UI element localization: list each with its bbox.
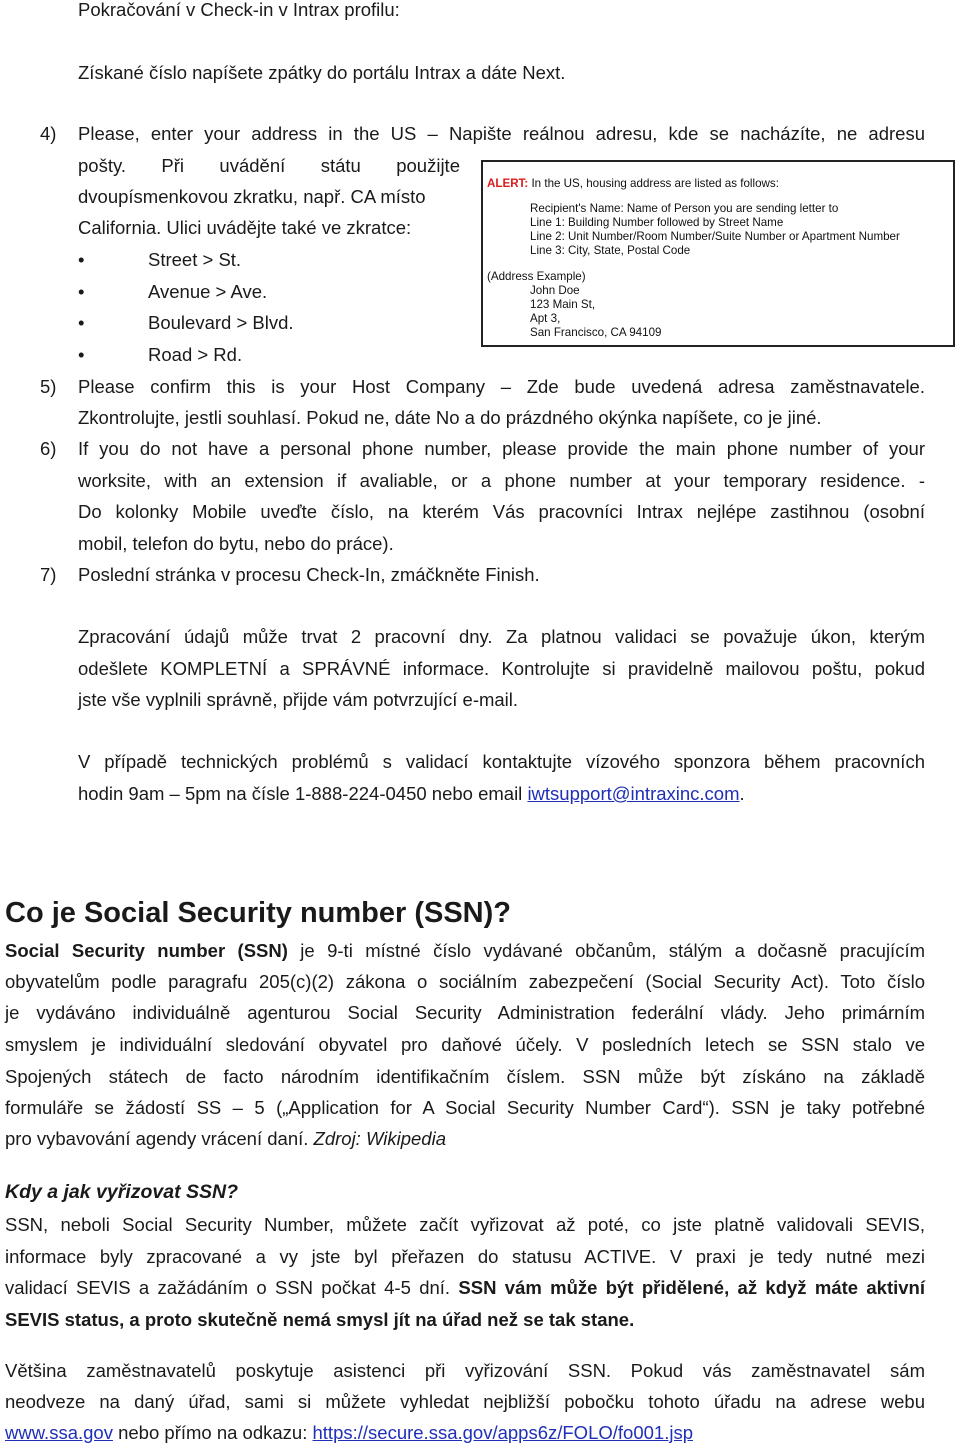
ssn-p1-line-7	[5, 1123, 446, 1154]
bullet-item-boulevard: Boulevard > Blvd.	[148, 312, 294, 333]
step-4-line-2: pošty. Při uvádění státu použijte	[78, 155, 460, 176]
ssn-heading: Co je Social Security number (SSN)?	[5, 897, 511, 929]
when-line-4: SEVIS status, a proto skutečně nemá smysl jít na úřad než se tak stane.	[5, 1309, 635, 1330]
alert-header-text: In the US, housing address are listed as follows:	[531, 177, 779, 190]
ssn-p1-line-5: Spojených státech de facto národním identifikačním číslem. SSN může být získáno na základě	[5, 1066, 925, 1087]
alert-line-1: Line 1: Building Number followed by Street Name	[530, 216, 784, 229]
ssn-p1-line-2: obyvatelům podle paragrafu 205(c)(2) zákona o sociálním zabezpečení (Social Security Act). Toto číslo	[5, 971, 925, 992]
when-heading: Kdy a jak vyřizovat SSN?	[5, 1181, 239, 1203]
employers-line-2: neodveze na daný úřad, sami si můžete vyhledat nejbližší pobočku tohoto úřadu na adrese webu	[5, 1391, 925, 1412]
bullet-item-avenue: Avenue > Ave.	[148, 281, 268, 302]
when-line-3-bold: SSN vám může být přidělené, až když máte aktivní	[458, 1277, 925, 1298]
bullet-dot: •	[78, 281, 85, 302]
bullet-item-street: Street > St.	[148, 249, 242, 270]
employers-line-1: Většina zaměstnavatelů poskytuje asistenci při vyřizování SSN. Pokud vás zaměstnavatel sám	[5, 1360, 925, 1381]
support-line-2-end: .	[739, 783, 745, 804]
alert-example-street: 123 Main St,	[530, 298, 596, 311]
step-6-line-4: mobil, telefon do bytu, nebo do práce).	[78, 533, 394, 554]
ssn-p1-line-6: formuláře se žádostí SS – 5 („Application for A Social Security Number Card“). SSN je taky potřebné	[5, 1097, 925, 1118]
step-6-line-2: worksite, with an extension if avaliable, or a phone number at your temporary residence. -	[78, 470, 925, 491]
step-5-number: 5)	[40, 376, 57, 397]
intro-line-2: Získané číslo napíšete zpátky do portálu Intrax a dáte Next.	[78, 62, 566, 83]
alert-line-2: Line 2: Unit Number/Room Number/Suite Number or Apartment Number	[530, 230, 900, 243]
step-6-line-1: If you do not have a personal phone number, please provide the main phone number of your	[78, 438, 925, 459]
processing-line-1: Zpracování údajů může trvat 2 pracovní dny. Za platnou validaci se považuje úkon, kterým	[78, 626, 925, 647]
ssn-p1-line-3: je vydáváno individuálně agenturou Social Security Administration federální vlády. Jeho primárním	[5, 1002, 925, 1023]
alert-line-recipient: Recipient's Name: Name of Person you are sending letter to	[530, 202, 839, 215]
address-alert-box	[481, 160, 955, 347]
employers-line-3	[5, 1417, 693, 1448]
when-line-1: SSN, neboli Social Security Number, můžete začít vyřizovat až poté, co jste platně validovali SEVIS,	[5, 1214, 925, 1235]
alert-label: ALERT:	[487, 177, 529, 190]
ssn-p1-line-1-rest: je 9-ti místné číslo vydávané občanům, stálým a dočasně pracujícím	[287, 940, 925, 961]
employers-middle-text: nebo přímo na odkazu:	[112, 1422, 313, 1443]
alert-example-name: John Doe	[530, 284, 580, 297]
step-4-line-4: California. Ulici uvádějte také ve zkratce:	[78, 217, 412, 238]
alert-example-apt: Apt 3,	[530, 312, 561, 325]
when-line-3-text: validací SEVIS a zažádáním o SSN počkat 4-5 dní.	[5, 1277, 459, 1298]
ssn-p1-line-7-text: pro vybavování agendy vrácení daní.	[5, 1128, 314, 1149]
support-line-2-text: hodin 9am – 5pm na čísle 1-888-224-0450 nebo email	[78, 783, 528, 804]
when-line-2: informace byly zpracované a vy jste byl přeřazen do statusu ACTIVE. V praxi je tedy nutné mezi	[5, 1246, 925, 1267]
support-email-link[interactable]: iwtsupport@intraxinc.com	[527, 783, 740, 804]
ssn-p1-line-4: smyslem je individuální sledování obyvatel pro daňové účely. V posledních letech se SSN stalo ve	[5, 1034, 925, 1055]
when-line-3	[5, 1272, 925, 1303]
bullet-dot: •	[78, 312, 85, 333]
step-5-line-2: Zkontrolujte, jestli souhlasí. Pokud ne, dáte No a do prázdného okýnka napíšete, co je jiné.	[78, 407, 822, 428]
bullet-dot: •	[78, 344, 85, 365]
processing-line-3: jste vše vyplnili správně, přijde vám potvrzující e-mail.	[78, 689, 519, 710]
ssn-term-bold: Social Security number (SSN)	[5, 940, 288, 961]
step-5-line-1: Please confirm this is your Host Company – Zde bude uvedená adresa zaměstnavatele.	[78, 376, 925, 397]
alert-example-label: (Address Example)	[487, 270, 586, 283]
ssa-gov-link[interactable]: www.ssa.gov	[5, 1422, 113, 1443]
step-4-line-1: Please, enter your address in the US – Napište reálnou adresu, kde se nacházíte, ne adresu	[78, 123, 925, 144]
step-7-line-1: Poslední stránka v procesu Check-In, zmáčkněte Finish.	[78, 564, 540, 585]
step-7-number: 7)	[40, 564, 57, 585]
alert-example-city: San Francisco, CA 94109	[530, 326, 662, 339]
ssa-office-locator-link[interactable]: https://secure.ssa.gov/apps6z/FOLO/fo001.jsp	[312, 1422, 693, 1443]
intro-line-1: Pokračování v Check-in v Intrax profilu:	[78, 0, 400, 20]
step-4-line-3: dvoupísmenkovou zkratku, např. CA místo	[78, 186, 426, 207]
support-line-2	[78, 778, 745, 809]
step-6-line-3: Do kolonky Mobile uveďte číslo, na kterém Vás pracovníci Intrax nejlépe zastihnou (osobní	[78, 501, 925, 522]
support-line-1: V případě technických problémů s validací kontaktujte vízového sponzora během pracovních	[78, 751, 925, 772]
ssn-source: Zdroj: Wikipedia	[313, 1128, 446, 1149]
bullet-dot: •	[78, 249, 85, 270]
alert-header	[487, 177, 779, 191]
bullet-item-road: Road > Rd.	[148, 344, 243, 365]
processing-line-2: odešlete KOMPLETNÍ a SPRÁVNÉ informace. Kontrolujte si pravidelně mailovou poštu, pokud	[78, 658, 925, 679]
ssn-p1-line-1	[5, 935, 925, 966]
step-6-number: 6)	[40, 438, 57, 459]
step-4-number: 4)	[40, 123, 57, 144]
alert-line-3: Line 3: City, State, Postal Code	[530, 244, 691, 257]
